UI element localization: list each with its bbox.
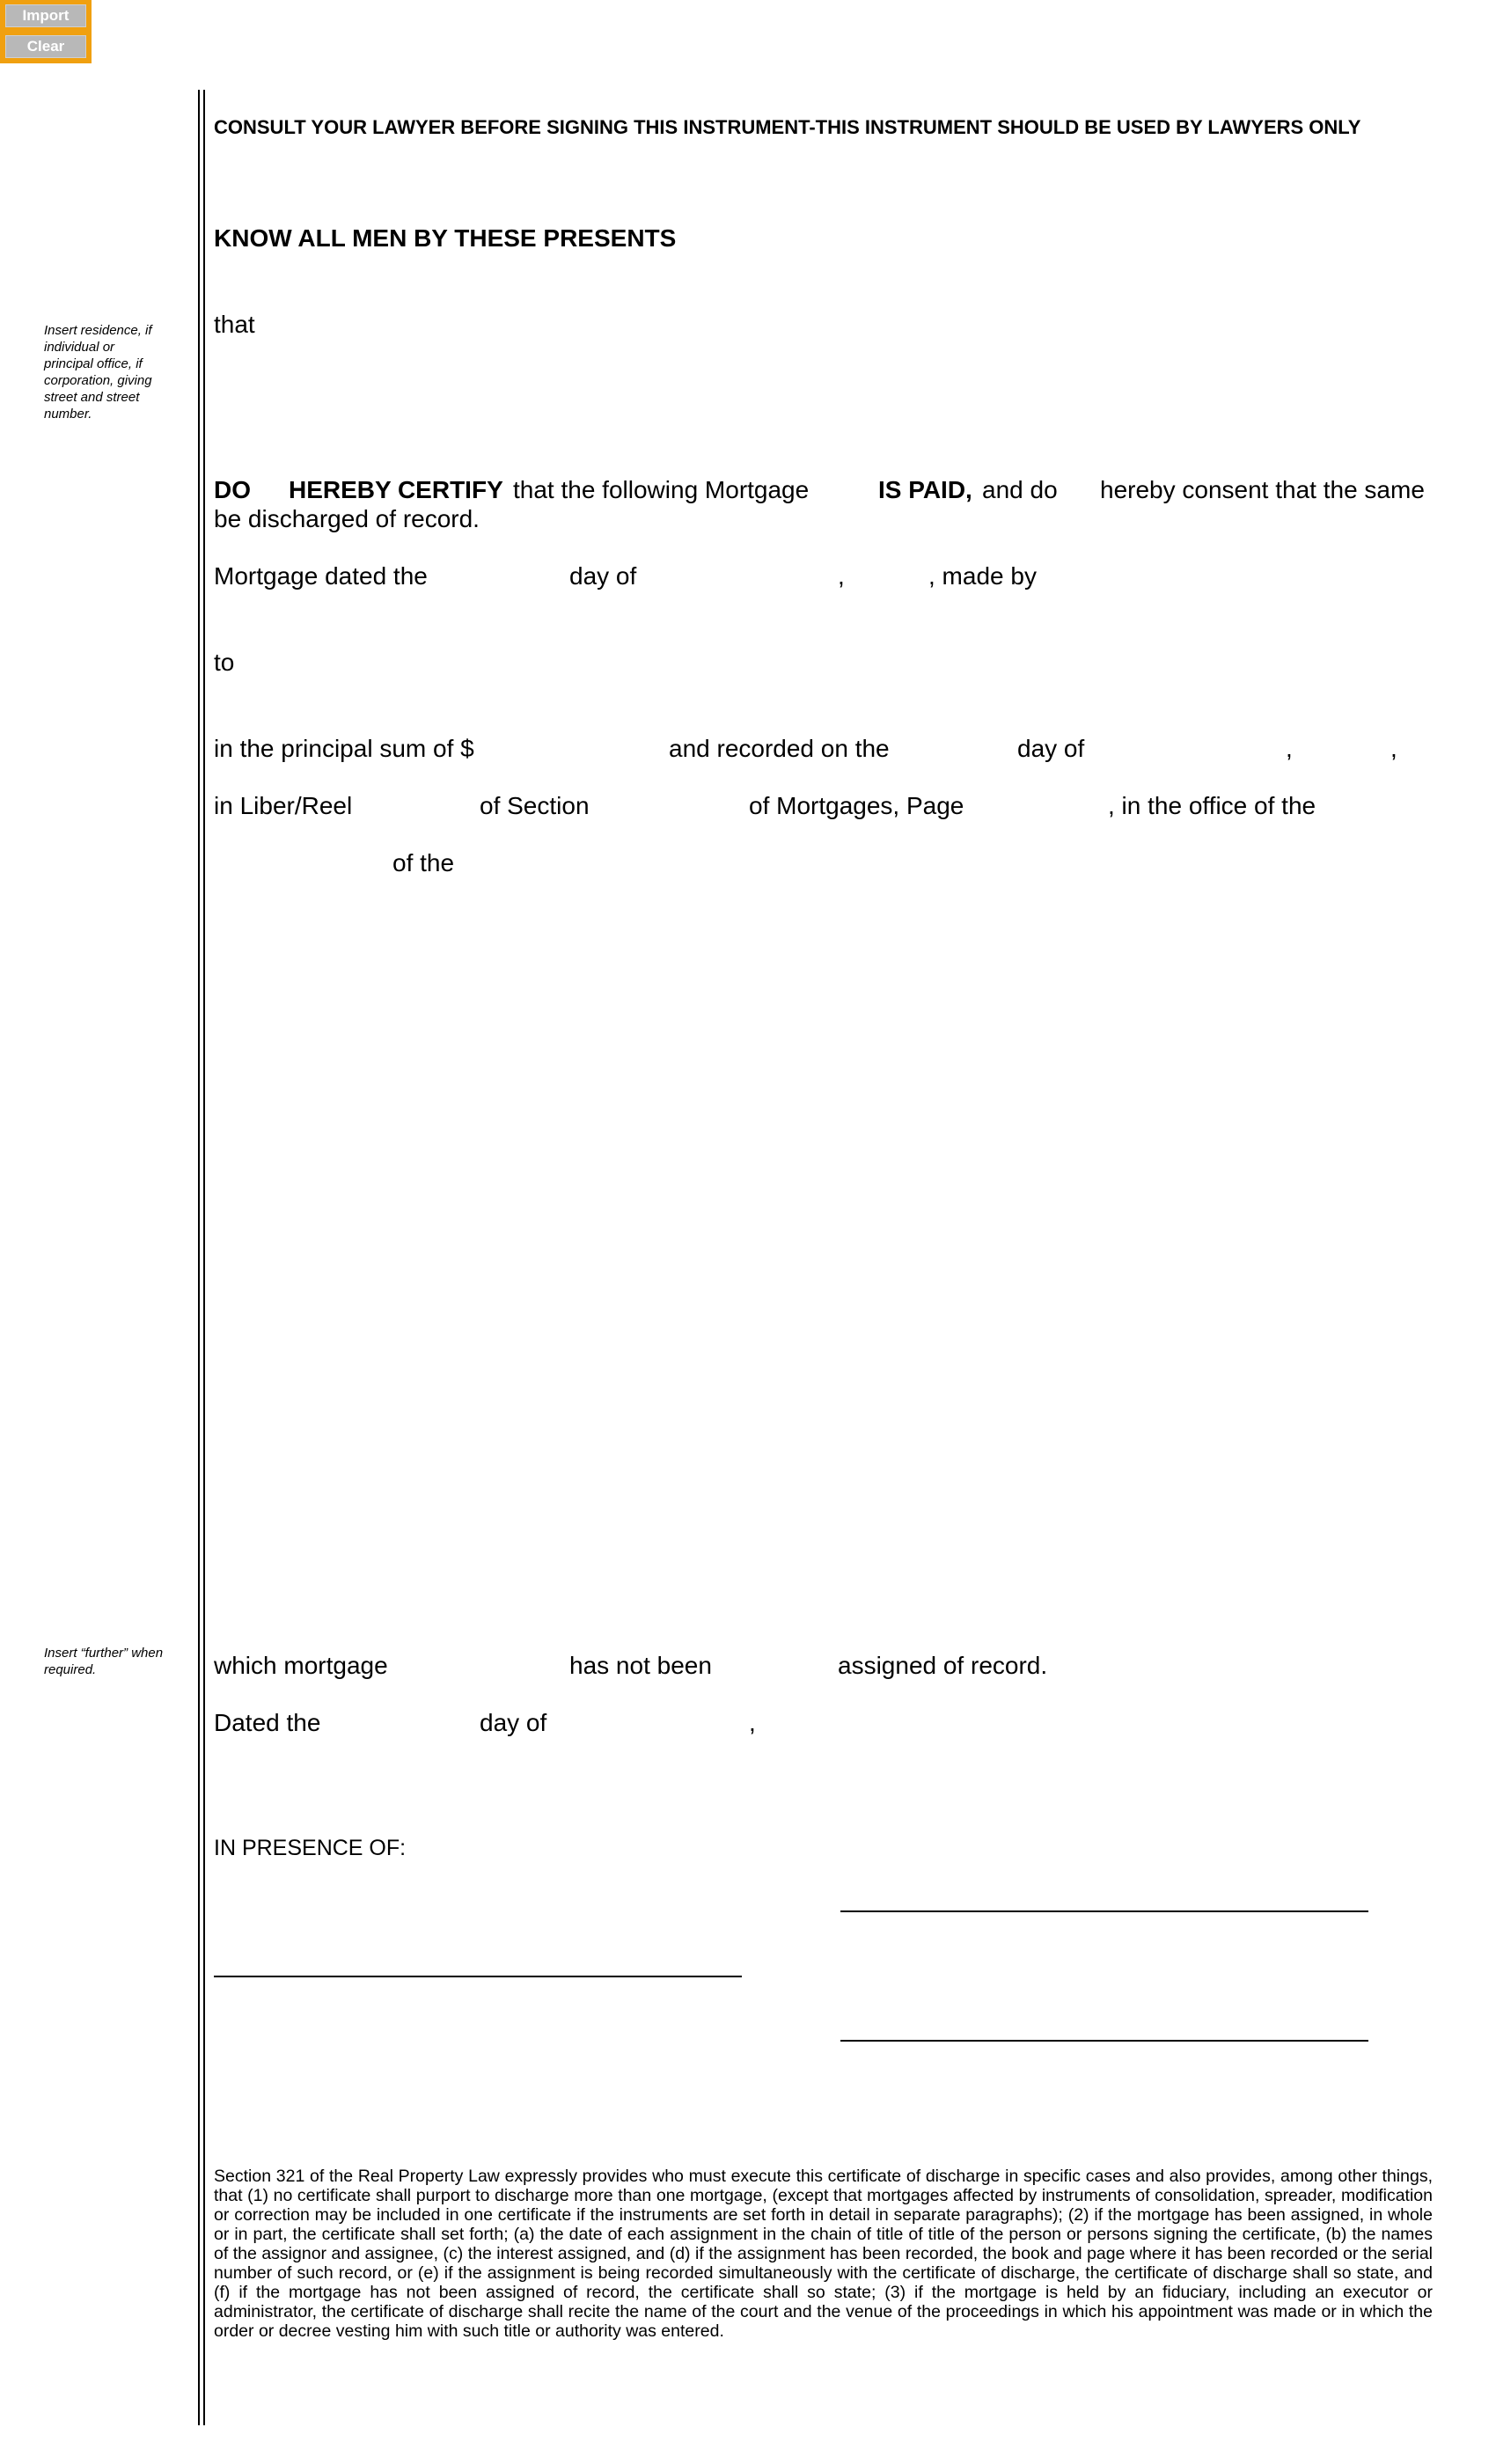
recorded-on-label: and recorded on the (669, 735, 890, 762)
recorded-comma-1: , (1286, 735, 1293, 762)
of-section-label: of Section (480, 792, 590, 819)
mortgage-comma-label: , (838, 562, 845, 590)
which-mortgage-label: which mortgage (214, 1652, 388, 1679)
margin-note-residence: Insert residence, if individual or principal office, if corporation, giving street and street number. (44, 323, 152, 422)
following-mortgage-label: that the following Mortgage (513, 476, 810, 503)
in-presence-of-label: IN PRESENCE OF: (214, 1836, 407, 1860)
of-mortgages-page-label: of Mortgages, Page (749, 792, 964, 819)
of-the-label: of the (392, 849, 455, 876)
that-label: that (214, 311, 255, 338)
margin-rule-right (203, 90, 205, 2425)
recorded-comma-2: , (1390, 735, 1397, 762)
consent-label: hereby consent that the same (1100, 476, 1425, 503)
signature-line-1[interactable] (840, 1910, 1368, 1912)
do-label: DO (214, 476, 251, 503)
mortgage-day-of-label: day of (569, 562, 637, 590)
lawyer-warning: CONSULT YOUR LAWYER BEFORE SIGNING THIS INSTRUMENT-THIS INSTRUMENT SHOULD BE USED BY LAWYERS ONLY (214, 116, 1361, 138)
section-321-notice: Section 321 of the Real Property Law expressly provides who must execute this certificate of discharge in specific cases and also provides, among other things, that (1) no certificate shall purport to discharge more than one mortgage, (except that mortgages affected by instruments of consolidation, spreader, modification or correction may be included in one certificate if the instruments are set forth in detail in separate paragraphs); (2) if the mortgage has been assigned, in whole or in part, the certificate shall set forth; (a) the date of each assignment in the chain of title of title of the person or persons signing the certificate, (b) the names of the assignor and assignee, (c) the interest assigned, and (d) if the assignment has been recorded, the book and page where it has been recorded or the serial number of such record, or (e) if the assignment is being recorded simultaneously with the certificate of discharge, the certificate of discharge shall so state, and (f) if the mortgage has not been assigned of record, the certificate shall so state; (3) if the mortgage is held by an fiduciary, including an executor or administrator, the certificate of discharge shall recite the name of the court and the venue of the proceedings in which his appointment was made or in which the order or decree vesting him with such title or authority was entered. (214, 2167, 1433, 2341)
recorded-day-of-label: day of (1017, 735, 1085, 762)
made-by-label: , made by (928, 562, 1037, 590)
clear-button[interactable]: Clear (5, 35, 86, 58)
in-office-label: , in the office of the (1108, 792, 1316, 819)
dated-the-label: Dated the (214, 1709, 321, 1736)
dated-day-of-label: day of (480, 1709, 547, 1736)
mortgage-dated-label: Mortgage dated the (214, 562, 428, 590)
form-toolbar (0, 0, 92, 63)
dated-comma-label: , (749, 1709, 756, 1736)
signature-line-2[interactable] (840, 2040, 1368, 2042)
discharged-label: be discharged of record. (214, 505, 480, 532)
has-not-been-label: has not been (569, 1652, 712, 1679)
and-do-label: and do (982, 476, 1058, 503)
margin-note-further: Insert “further” when required. (44, 1646, 164, 1677)
is-paid-label: IS PAID, (878, 476, 972, 503)
witness-signature-line[interactable] (214, 1976, 742, 1977)
assigned-of-record-label: assigned of record. (838, 1652, 1048, 1679)
principal-sum-label: in the principal sum of $ (214, 735, 474, 762)
import-button[interactable]: Import (5, 4, 86, 27)
margin-rule-left (198, 90, 200, 2425)
form-heading: KNOW ALL MEN BY THESE PRESENTS (214, 224, 677, 252)
to-label: to (214, 649, 235, 676)
hereby-certify-label: HEREBY CERTIFY (289, 476, 503, 503)
liber-reel-label: in Liber/Reel (214, 792, 353, 819)
